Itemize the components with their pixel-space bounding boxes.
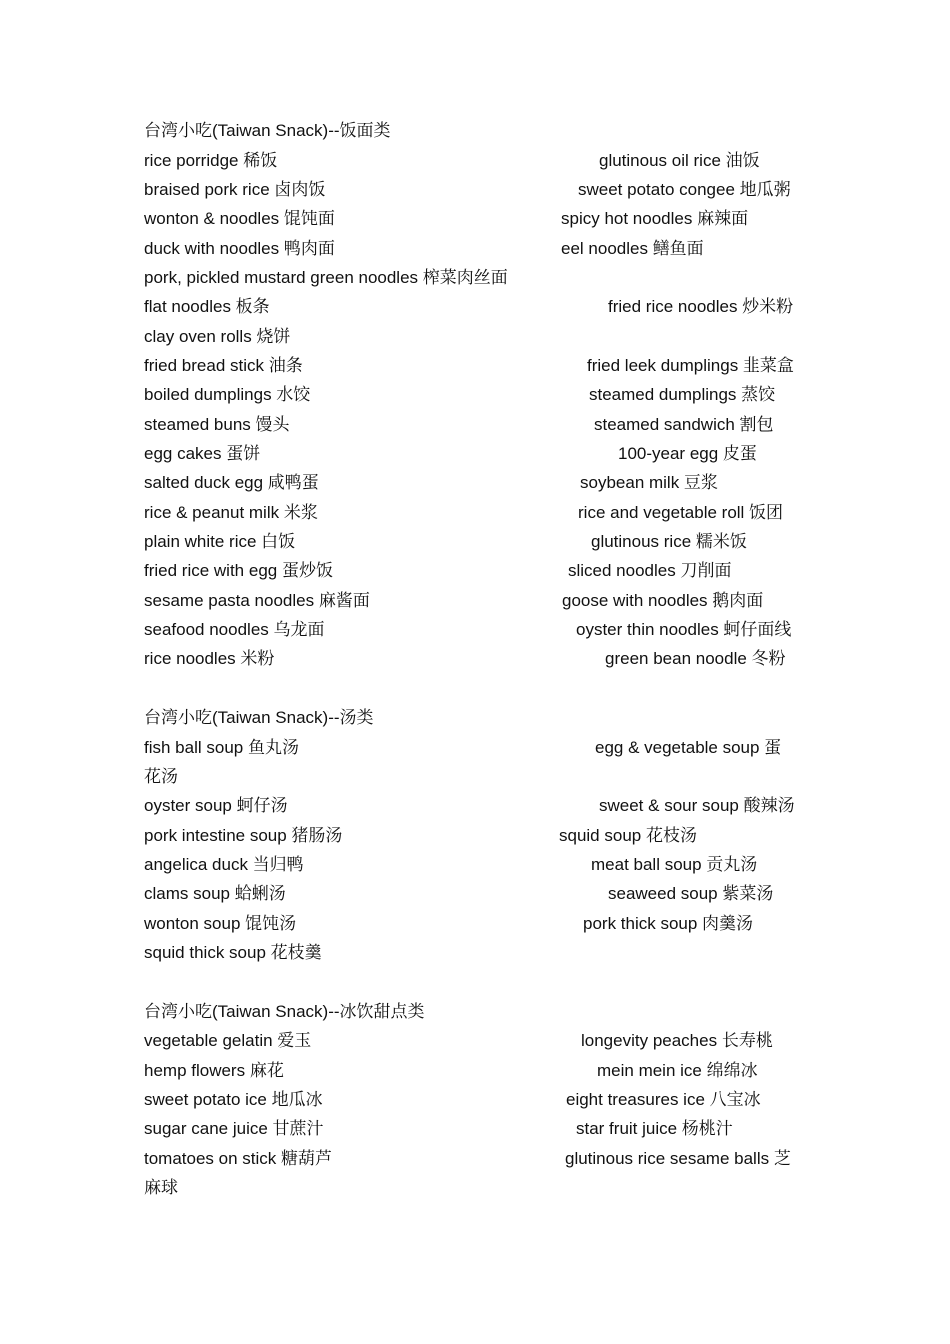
food-item: sugar cane juice 甘蔗汁 xyxy=(144,1119,324,1138)
food-item: seafood noodles 乌龙面 xyxy=(144,620,325,639)
food-item: sliced noodles 刀削面 xyxy=(568,561,732,580)
food-item: spicy hot noodles 麻辣面 xyxy=(561,209,749,228)
food-item: eight treasures ice 八宝冰 xyxy=(566,1090,761,1109)
food-item: sweet & sour soup 酸辣汤 xyxy=(599,796,795,815)
food-item: rice & peanut milk 米浆 xyxy=(144,503,318,522)
food-item: fried leek dumplings 韭菜盒 xyxy=(587,356,794,375)
food-item: hemp flowers 麻花 xyxy=(144,1061,284,1080)
food-item: wonton soup 馄饨汤 xyxy=(144,914,297,933)
food-item: glutinous rice sesame balls 芝 xyxy=(565,1149,791,1168)
food-item: squid thick soup 花枝羹 xyxy=(144,943,322,962)
food-item: flat noodles 板条 xyxy=(144,297,270,316)
food-item: clay oven rolls 烧饼 xyxy=(144,327,291,346)
food-item: soybean milk 豆浆 xyxy=(580,473,718,492)
food-item: fried rice noodles 炒米粉 xyxy=(608,297,794,316)
food-item: braised pork rice 卤肉饭 xyxy=(144,180,326,199)
food-item: oyster thin noodles 蚵仔面线 xyxy=(576,620,792,639)
food-item: 麻球 xyxy=(144,1178,178,1197)
food-item: steamed buns 馒头 xyxy=(144,415,290,434)
food-item: meat ball soup 贡丸汤 xyxy=(591,855,758,874)
food-item: star fruit juice 杨桃汁 xyxy=(576,1119,733,1138)
section-heading: 台湾小吃(Taiwan Snack)--饭面类 xyxy=(144,121,391,140)
food-item: angelica duck 当归鸭 xyxy=(144,855,304,874)
food-item: glutinous rice 糯米饭 xyxy=(591,532,747,551)
food-item: rice and vegetable roll 饭团 xyxy=(578,503,784,522)
food-item: sweet potato congee 地瓜粥 xyxy=(578,180,791,199)
food-item: plain white rice 白饭 xyxy=(144,532,296,551)
food-item: 花汤 xyxy=(144,767,178,786)
food-item: seaweed soup 紫菜汤 xyxy=(608,884,774,903)
food-item: wonton & noodles 馄饨面 xyxy=(144,209,335,228)
food-item: pork thick soup 肉羹汤 xyxy=(583,914,754,933)
food-item: fried rice with egg 蛋炒饭 xyxy=(144,561,333,580)
food-item: squid soup 花枝汤 xyxy=(559,826,697,845)
food-item: duck with noodles 鸭肉面 xyxy=(144,239,335,258)
food-item: tomatoes on stick 糖葫芦 xyxy=(144,1149,333,1168)
food-item: longevity peaches 长寿桃 xyxy=(581,1031,773,1050)
food-item: fried bread stick 油条 xyxy=(144,356,303,375)
food-item: pork intestine soup 猪肠汤 xyxy=(144,826,343,845)
food-item: sweet potato ice 地瓜冰 xyxy=(144,1090,323,1109)
food-item: sesame pasta noodles 麻酱面 xyxy=(144,591,370,610)
section-heading: 台湾小吃(Taiwan Snack)--冰饮甜点类 xyxy=(144,1002,425,1021)
food-item: goose with noodles 鹅肉面 xyxy=(562,591,764,610)
food-item: salted duck egg 咸鸭蛋 xyxy=(144,473,319,492)
food-item: clams soup 蛤蜊汤 xyxy=(144,884,286,903)
food-item: eel noodles 鳝鱼面 xyxy=(561,239,704,258)
food-item: 100-year egg 皮蛋 xyxy=(618,444,757,463)
food-item: mein mein ice 绵绵冰 xyxy=(597,1061,758,1080)
food-item: fish ball soup 鱼丸汤 xyxy=(144,738,299,757)
food-item: pork, pickled mustard green noodles 榨菜肉丝面 xyxy=(144,268,508,287)
food-item: egg cakes 蛋饼 xyxy=(144,444,261,463)
food-item: steamed dumplings 蒸饺 xyxy=(589,385,776,404)
food-item: boiled dumplings 水饺 xyxy=(144,385,311,404)
food-item: green bean noodle 冬粉 xyxy=(605,649,786,668)
food-item: oyster soup 蚵仔汤 xyxy=(144,796,288,815)
food-item: egg & vegetable soup 蛋 xyxy=(595,738,782,757)
food-item: glutinous oil rice 油饭 xyxy=(599,151,760,170)
food-item: steamed sandwich 割包 xyxy=(594,415,774,434)
food-item: vegetable gelatin 爱玉 xyxy=(144,1031,312,1050)
food-item: rice noodles 米粉 xyxy=(144,649,275,668)
food-item: rice porridge 稀饭 xyxy=(144,151,278,170)
section-heading: 台湾小吃(Taiwan Snack)--汤类 xyxy=(144,708,374,727)
